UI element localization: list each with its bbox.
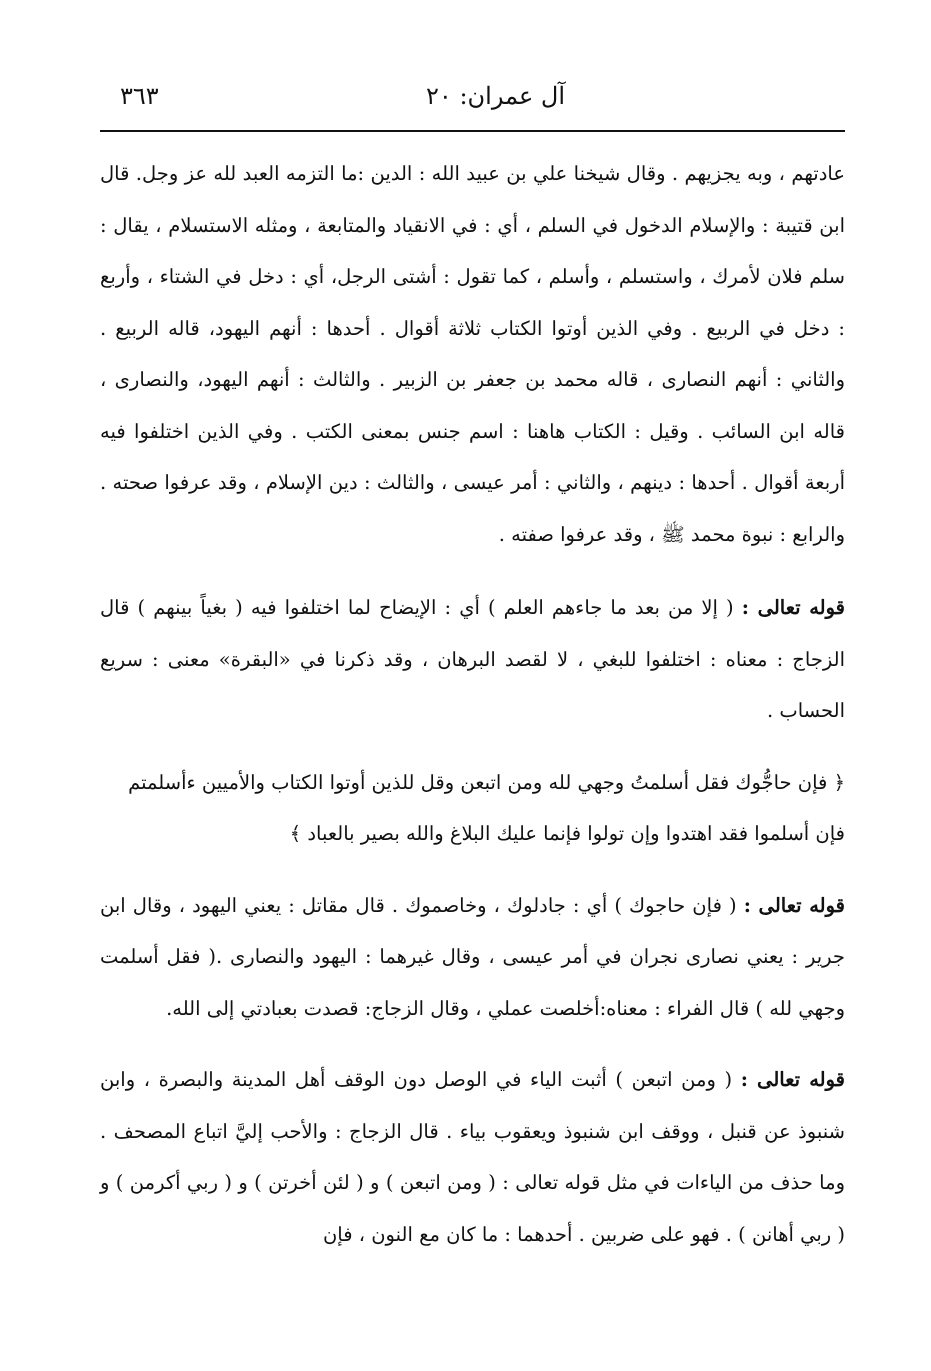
- paragraph-gap: [100, 560, 845, 582]
- paragraph-lead: قوله تعالى :: [740, 1068, 846, 1091]
- verse-text: ﴿ فإن حاجُّوك فقل أسلمتُ وجهي لله ومن اتبعن وقل للذين أوتوا الكتاب والأميين ءأسلمتم فإن أسلموا فقد اهتدوا وإن تولوا فإنما عليك البلاغ والله بصير بالعباد ﴾: [128, 770, 845, 845]
- paragraph-text: ( إلا من بعد ما جاءهم العلم ) أي : الإيضاح لما اختلفوا فيه ( بغياً بينهم ) قال الزجاج : معناه : اختلفوا للبغي ، لا لقصد البرهان ، وقد ذكرنا في «البقرة» معنى : سريع الحساب .: [100, 596, 845, 722]
- surah-title: آل عمران: ٢٠: [426, 82, 565, 110]
- quranic-verse: [100, 757, 845, 860]
- page-header: [100, 82, 845, 122]
- page-number: ٣٦٣: [120, 82, 159, 110]
- paragraph-1: [100, 148, 845, 560]
- page-body: [100, 148, 845, 1260]
- paragraph-text: عادتهم ، وبه يجزيهم . وقال شيخنا علي بن عبيد الله : الدين :ما التزمه العبد لله عز وجل. قال ابن قتيبة : والإسلام الدخول في السلم ، أي : في الانقياد والمتابعة ، ومثله الاستسلام ، يقال : سلم فلان لأمرك ، واستسلم ، وأسلم ، كما تقول : أشتى الرجل، أي : دخل في الشتاء ، وأربع : دخل في الربيع . وفي الذين أوتوا الكتاب ثلاثة أقوال . أحدها : أنهم اليهود، قاله الربيع . والثاني : أنهم النصارى ، قاله محمد بن جعفر بن الزبير . والثالث : أنهم اليهود، والنصارى ، قاله ابن السائب . وقيل : الكتاب هاهنا : اسم جنس بمعنى الكتب . وفي الذين اختلفوا فيه أربعة أقوال . أحدها : دينهم ، والثاني : أمر عيسى ، والثالث : دين الإسلام ، وقد عرفوا صحته . والرابع : نبوة محمد ﷺ ، وقد عرفوا صفته .: [100, 162, 845, 546]
- paragraph-lead: قوله تعالى :: [743, 893, 845, 917]
- paragraph-4: [100, 1054, 845, 1260]
- paragraph-2: [100, 582, 845, 737]
- paragraph-lead: قوله تعالى :: [741, 596, 845, 619]
- paragraph-gap: [100, 737, 845, 757]
- paragraph-text: ( فإن حاجوك ) أي : جادلوك ، وخاصموك . قال مقاتل : يعني اليهود ، وقال ابن جرير : يعني نصارى نجران في أمر عيسى ، وقال غيرهما : اليهود والنصارى .( فقل أسلمت وجهي لله ) قال الفراء : معناه:أخلصت عملي ، وقال الزجاج: قصدت بعبادتي إلى الله.: [100, 893, 845, 1020]
- paragraph-text: ( ومن اتبعن ) أثبت الياء في الوصل دون الوقف أهل المدينة والبصرة ، وابن شنبوذ عن قنبل ، ووقف ابن شنبوذ ويعقوب بياء . قال الزجاج : والأحب إليَّ اتباع المصحف . وما حذف من الياءات في مثل قوله تعالى : ( ومن اتبعن ) و ( لئن أخرتن ) و ( ربي أكرمن ) و ( ربي أهانن ) . فهو على ضربين . أحدهما : ما كان مع النون ، فإن: [100, 1068, 845, 1246]
- paragraph-gap: [100, 1034, 845, 1054]
- header-divider: [100, 130, 845, 132]
- paragraph-3: [100, 880, 845, 1035]
- paragraph-gap: [100, 860, 845, 880]
